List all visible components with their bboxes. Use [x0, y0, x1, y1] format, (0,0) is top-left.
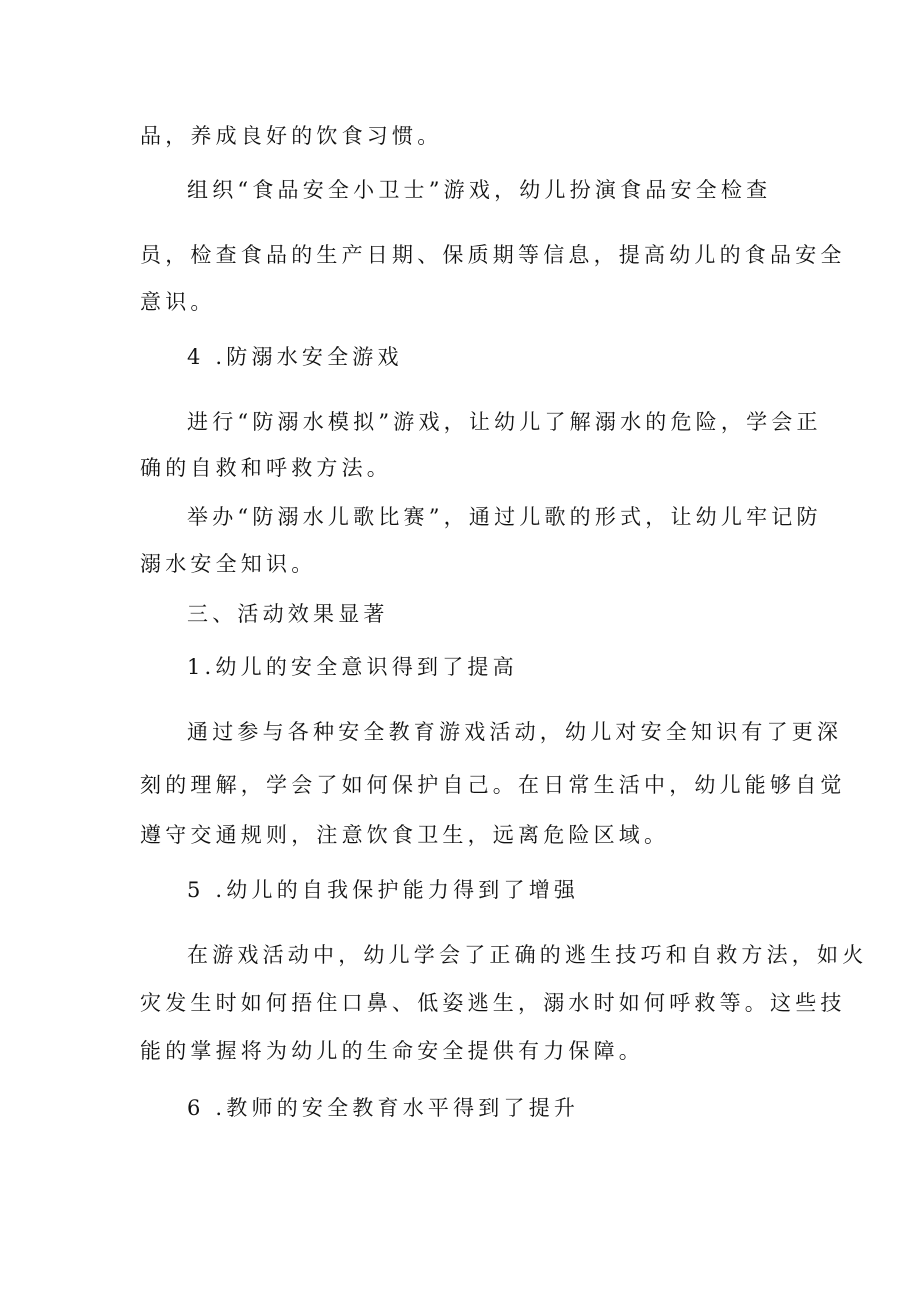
section-heading: 三、活动效果显著 [187, 602, 389, 626]
section-heading: 6 .教师的安全教育水平得到了提升 [187, 1096, 580, 1120]
paragraph-line: 通过参与各种安全教育游戏活动，幼儿对安全知识有了更深 [187, 720, 843, 744]
paragraph-line: 能的掌握将为幼儿的生命安全提供有力保障。 [140, 1039, 644, 1063]
paragraph-line: 溺水安全知识。 [140, 552, 317, 576]
paragraph-line: 品，养成良好的饮食习惯。 [140, 124, 443, 148]
paragraph-line: 灾发生时如何捂住口鼻、低姿逃生，溺水时如何呼救等。这些技 [140, 991, 846, 1015]
paragraph-line: 刻的理解，学会了如何保护自己。在日常生活中，幼儿能够自觉 [140, 773, 846, 797]
section-heading: 1.幼儿的安全意识得到了提高 [187, 655, 518, 679]
section-heading: 4 .防溺水安全游戏 [187, 345, 403, 369]
section-heading: 5 .幼儿的自我保护能力得到了增强 [187, 878, 580, 902]
paragraph-line: 进行“防溺水模拟”游戏，让幼儿了解溺水的危险，学会正 [187, 410, 822, 434]
paragraph-line: 组织“食品安全小卫士”游戏，幼儿扮演食品安全检查 [187, 178, 772, 202]
paragraph-line: 确的自救和呼救方法。 [140, 456, 392, 480]
paragraph-line: 意识。 [140, 290, 216, 314]
paragraph-line: 员，检查食品的生产日期、保质期等信息，提高幼儿的食品安全 [140, 243, 846, 267]
paragraph-line: 遵守交通规则，注意饮食卫生，远离危险区域。 [140, 823, 670, 847]
paragraph-line: 举办“防溺水儿歌比赛”，通过儿歌的形式，让幼儿牢记防 [187, 505, 822, 529]
paragraph-line: 在游戏活动中，幼儿学会了正确的逃生技巧和自救方法，如火 [187, 943, 868, 967]
